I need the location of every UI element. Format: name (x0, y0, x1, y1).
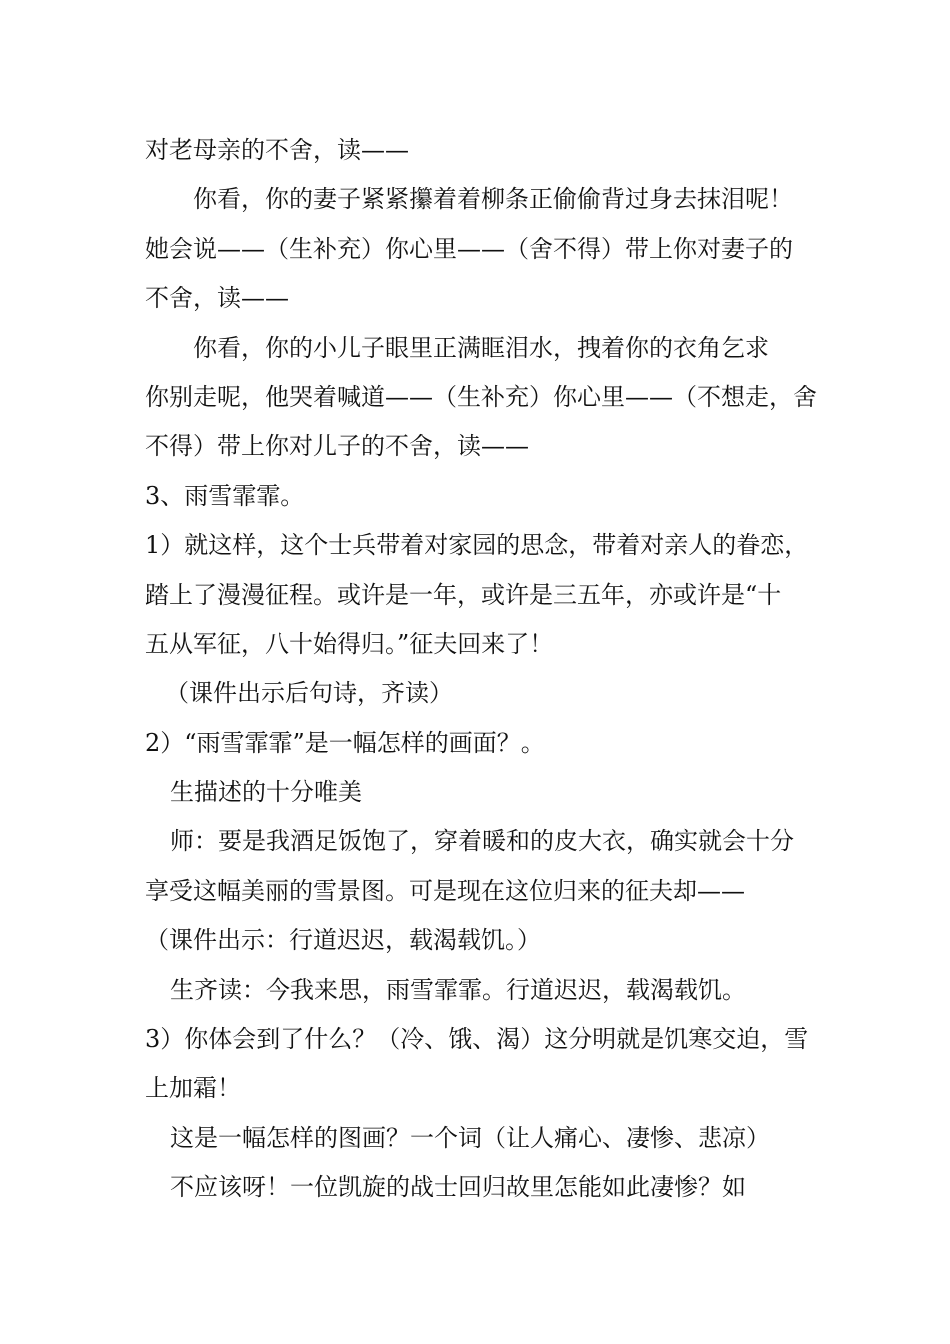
text-line: 享受这幅美丽的雪景图。可是现在这位归来的征夫却—— (145, 876, 745, 905)
text-line: 你看，你的妻子紧紧攥着着柳条正偷偷背过身去抹泪呢！ (193, 185, 793, 214)
text-line: 不舍，读—— (145, 284, 289, 313)
document-body (145, 126, 815, 1213)
text-line: 3）你体会到了什么？（冷、饿、渴）这分明就是饥寒交迫，雪 (145, 1025, 809, 1054)
text-line: 你看，你的小儿子眼里正满眶泪水，拽着你的衣角乞求 (193, 333, 769, 362)
text-line: 不得）带上你对儿子的不舍，读—— (145, 432, 529, 461)
text-line: 不应该呀！一位凯旋的战士回归故里怎能如此凄惨？如 (170, 1173, 746, 1202)
text-line: （课件出示：行道迟迟，载渴载饥。） (145, 926, 541, 955)
text-line: 你别走呢，他哭着喊道——（生补充）你心里——（不想走，舍 (145, 382, 817, 411)
text-line: 对老母亲的不舍，读—— (145, 136, 409, 164)
text-line: 这是一幅怎样的图画？一个词（让人痛心、凄惨、悲凉） (170, 1123, 770, 1152)
text-line: 生描述的十分唯美 (170, 778, 362, 807)
text-line: 上加霜！ (145, 1074, 241, 1103)
text-line: 她会说——（生补充）你心里——（舍不得）带上你对妻子的 (145, 234, 793, 263)
section-heading: 3、雨雪霏霏。 (145, 481, 305, 510)
text-line: 生齐读：今我来思，雨雪霏霏。行道迟迟，载渴载饥。 (170, 975, 746, 1004)
text-line: 2）“雨雪霏霏”是一幅怎样的画面？。 (145, 728, 545, 757)
text-line: 1）就这样，这个士兵带着对家园的思念，带着对亲人的眷恋， (145, 531, 809, 560)
text-line: 五从军征，八十始得归。”征夫回来了！ (145, 629, 554, 658)
text-line: （课件出示后句诗，齐读） (165, 679, 453, 708)
text-line: 踏上了漫漫征程。或许是一年，或许是三五年，亦或许是“十 (145, 580, 782, 609)
text-line: 师：要是我酒足饭饱了，穿着暖和的皮大衣，确实就会十分 (170, 827, 794, 856)
